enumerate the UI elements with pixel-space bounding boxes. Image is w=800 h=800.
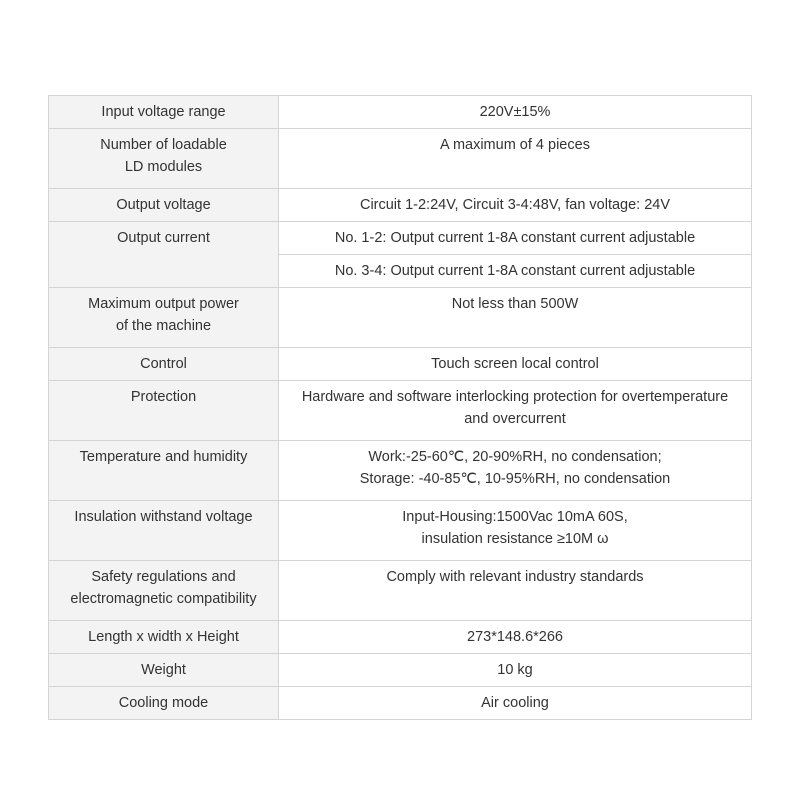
table-row-output-voltage (49, 189, 752, 222)
spec-value: Circuit 1-2:24V, Circuit 3-4:48V, fan voltage: 24V (279, 189, 752, 222)
spec-value: 220V±15% (279, 96, 752, 129)
table-row-cooling-mode (49, 687, 752, 720)
spec-label: Cooling mode (49, 687, 279, 720)
table-row-output-current (49, 222, 752, 255)
table-row-temperature-humidity (49, 441, 752, 501)
spec-value: No. 3-4: Output current 1-8A constant current adjustable (279, 255, 752, 288)
table-row-max-output-power (49, 288, 752, 348)
specifications-table-body (49, 96, 752, 720)
table-row-insulation (49, 501, 752, 561)
spec-value: 10 kg (279, 654, 752, 687)
table-row-safety-emc (49, 561, 752, 621)
table-row-input-voltage (49, 96, 752, 129)
spec-label: Protection (49, 381, 279, 441)
table-row-protection (49, 381, 752, 441)
spec-label: Input voltage range (49, 96, 279, 129)
spec-label: Length x width x Height (49, 621, 279, 654)
spec-label: Temperature and humidity (49, 441, 279, 501)
table-row-loadable-modules (49, 129, 752, 189)
spec-value: No. 1-2: Output current 1-8A constant current adjustable (279, 222, 752, 255)
spec-value: Input-Housing:1500Vac 10mA 60S, insulation resistance ≥10M ω (279, 501, 752, 561)
spec-value: Hardware and software interlocking protection for overtemperature and overcurrent (279, 381, 752, 441)
table-row-control (49, 348, 752, 381)
spec-value: Air cooling (279, 687, 752, 720)
spec-value: A maximum of 4 pieces (279, 129, 752, 189)
spec-label: Maximum output power of the machine (49, 288, 279, 348)
table-row-dimensions (49, 621, 752, 654)
spec-value: Not less than 500W (279, 288, 752, 348)
spec-label: Output voltage (49, 189, 279, 222)
spec-value: Work:-25-60℃, 20-90%RH, no condensation; Storage: -40-85℃, 10-95%RH, no condensation (279, 441, 752, 501)
spec-value: Comply with relevant industry standards (279, 561, 752, 621)
spec-label: Control (49, 348, 279, 381)
spec-label: Output current (49, 222, 279, 288)
spec-label: Safety regulations and electromagnetic compatibility (49, 561, 279, 621)
spec-value: Touch screen local control (279, 348, 752, 381)
spec-label: Weight (49, 654, 279, 687)
table-row-weight (49, 654, 752, 687)
spec-label: Insulation withstand voltage (49, 501, 279, 561)
spec-value: 273*148.6*266 (279, 621, 752, 654)
specifications-table (48, 95, 752, 720)
spec-label: Number of loadable LD modules (49, 129, 279, 189)
